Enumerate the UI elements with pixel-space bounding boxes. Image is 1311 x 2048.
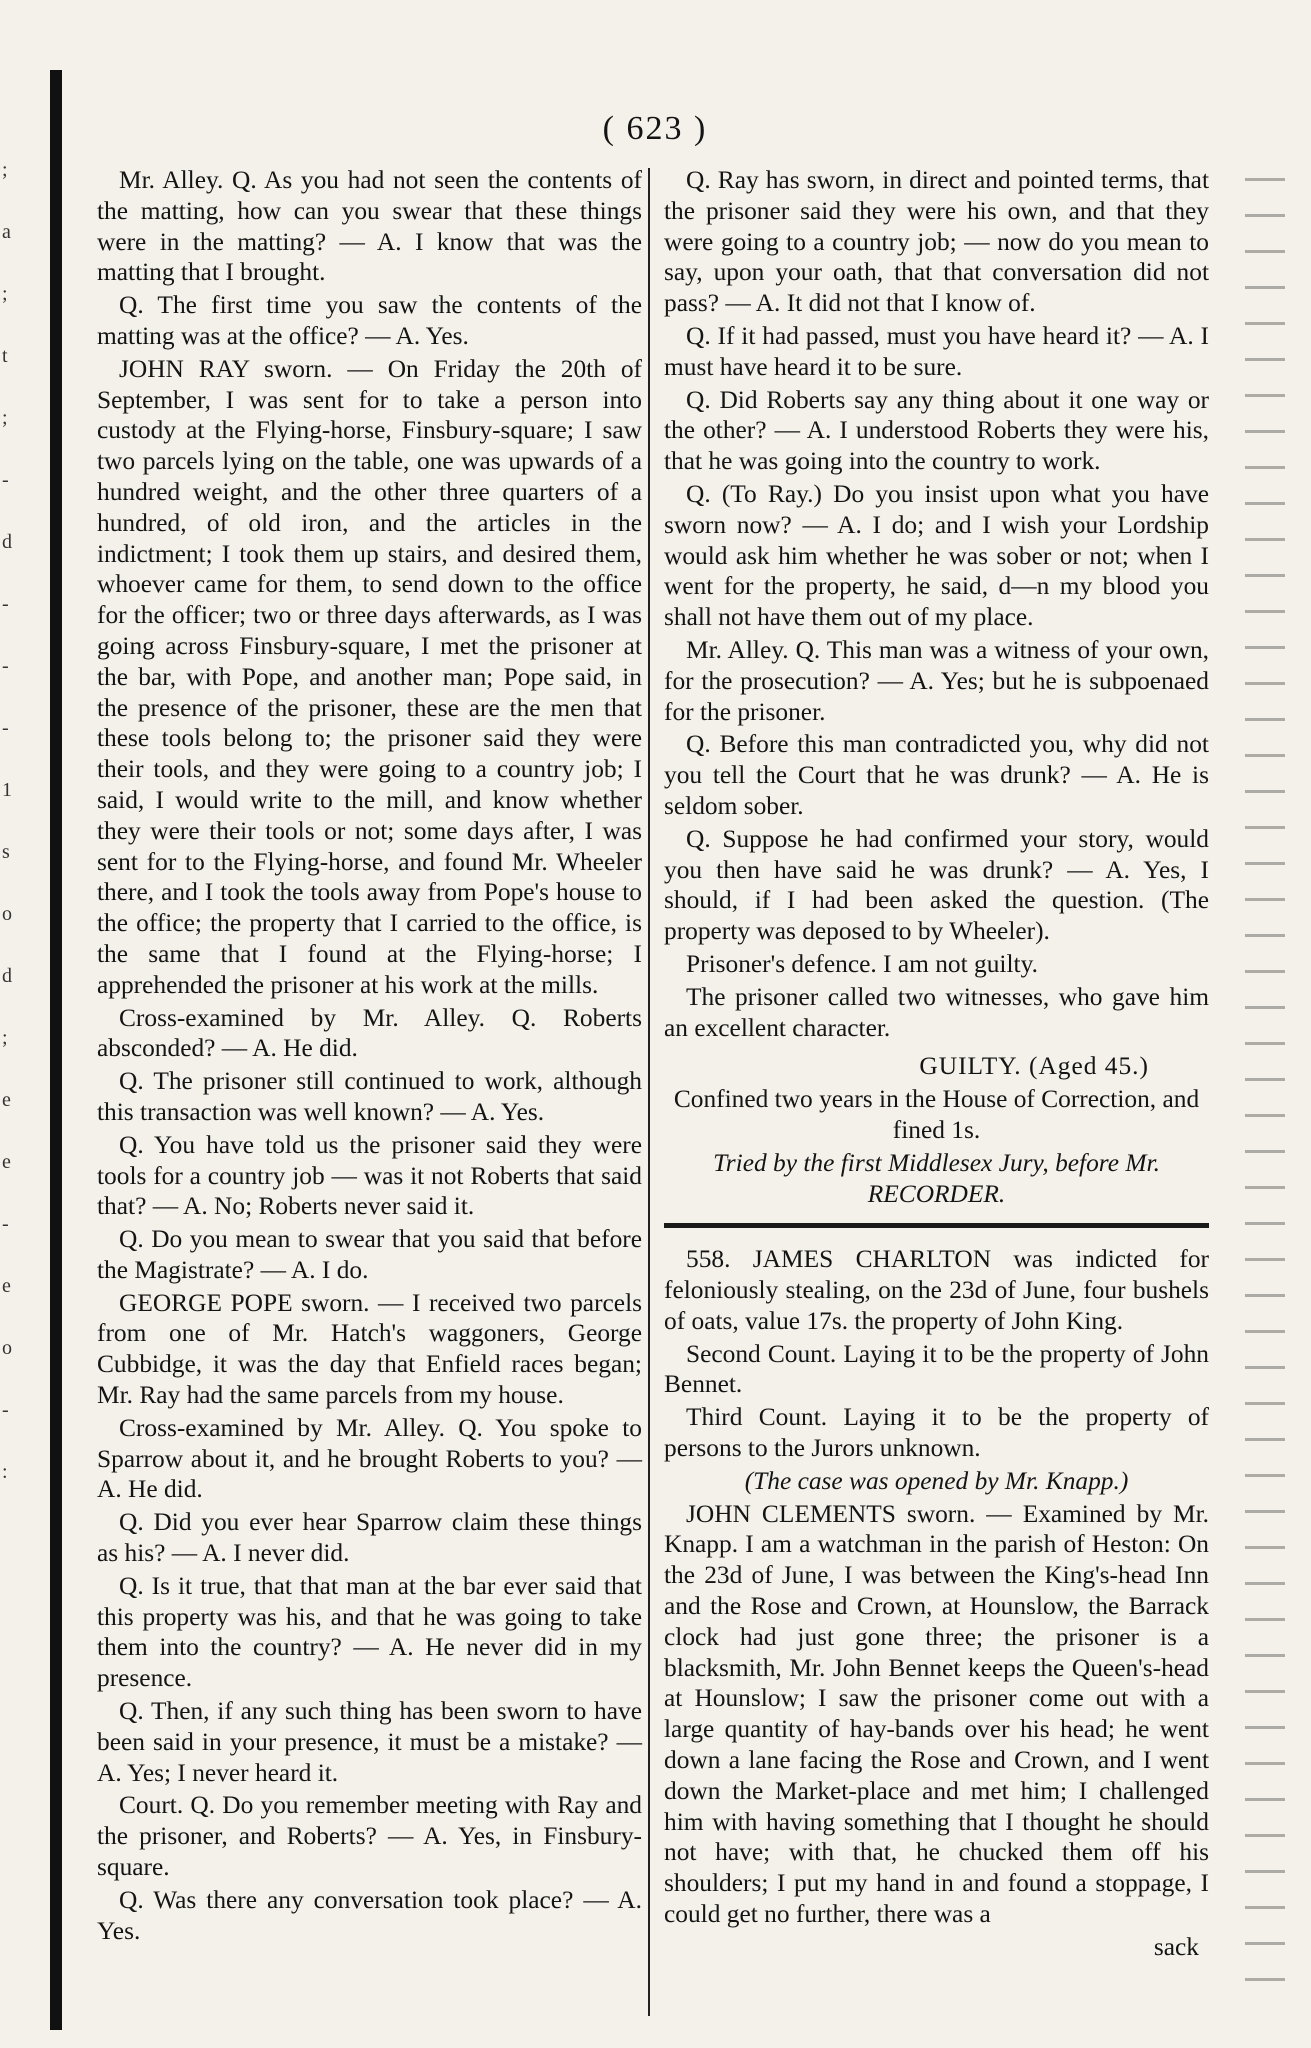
- paragraph: (The case was opened by Mr. Knapp.): [744, 1466, 1129, 1495]
- margin-mark: e: [2, 1275, 11, 1297]
- margin-mark: -: [2, 593, 9, 615]
- paragraph: Mr. Alley. Q. As you had not seen the contents of the matting, how can you swear that these things were in the matting? — A. I know that was the matting that I brought.: [97, 166, 642, 287]
- right-column: [664, 165, 1209, 1965]
- binding-edge: [50, 70, 62, 2030]
- paragraph: Q. Before this man contradicted you, why did not you tell the Court that he was drunk? — A. He is seldom sober.: [664, 730, 1209, 820]
- margin-mark: o: [2, 1337, 12, 1359]
- paragraph: JOHN CLEMENTS sworn. — Examined by Mr. Knapp. I am a watchman in the parish of Heston: On the 23d of June, I was between the King's-head Inn and the Rose and Crown, at Hounslow, the Barrack clock had just gone three; the prisoner is a blacksmith, Mr. John Bennet keeps the Queen's-head at Hounslow; I saw the prisoner come out with a large quantity of hay-bands over his head; he went down a lane facing the Rose and Crown, and I went down the Market-place and met him; I challenged him with having something that I thought he should not have; with that, he chucked them off his shoulders; I put my hand in and found a stoppage, I could get no further, there was a: [664, 1499, 1209, 1929]
- margin-mark: -: [2, 717, 9, 739]
- paragraph: Q. If it had passed, must you have heard it? — A. I must have heard it to be sure.: [664, 321, 1209, 381]
- margin-mark: t: [2, 345, 8, 367]
- paragraph: Court. Q. Do you remember meeting with Ray and the prisoner, and Roberts? — A. Yes, in Finsbury-square.: [97, 1791, 642, 1882]
- catchword: sack: [1153, 1932, 1199, 1961]
- margin-mark: d: [2, 531, 12, 553]
- paragraph: Q. Was there any conversation took place? — A. Yes.: [97, 1885, 642, 1945]
- paragraph: Q. Then, if any such thing has been sworn to have been said in your presence, it must be a mistake? — A. Yes; I never heard it.: [97, 1697, 642, 1787]
- tried-by: Tried by the first Middlesex Jury, before Mr. RECORDER.: [713, 1148, 1160, 1208]
- margin-mark: -: [2, 655, 9, 677]
- margin-mark: e: [2, 1089, 11, 1111]
- paragraph: Q. The prisoner still continued to work, although this transaction was well known? — A. Yes.: [97, 1067, 642, 1126]
- paragraph: Second Count. Laying it to be the property of John Bennet.: [664, 1339, 1209, 1399]
- paragraph: JOHN RAY sworn. — On Friday the 20th of September, I was sent for to take a person into custody at the Flying-horse, Finsbury-square; I saw two parcels lying on the table, one was upwards of a hundred weight, and the other three quarters of a hundred, of old iron, and the articles in the indictment; I took them up stairs, and desired them, whoever came for them, to send down to the office for the officer; two or three days afterwards, as I was going across Finsbury-square, I met the prisoner at the bar, with Pope, and another man; Pope said, in the presence of the prisoner, these are the men that these tools belong to; the prisoner said they were their tools, and they were going to a country job; I said, I would write to the mill, and know whether they were their tools or not; some days after, I was sent for to the Flying-horse, and found Mr. Wheeler there, and I took the tools away from Pope's house to the office; the property that I carried to the office, is the same that I found at the Flying-horse; I apprehended the prisoner at his work at the mills.: [97, 354, 642, 999]
- margin-mark: -: [2, 1399, 9, 1421]
- paragraph: Q. (To Ray.) Do you insist upon what you have sworn now? — A. I do; and I wish your Lordship would ask him whether he was sober or not; when I went for the property, he said, d—n my blood you shall not have them out of my place.: [664, 479, 1209, 632]
- margin-mark: -: [2, 469, 9, 491]
- margin-mark: d: [2, 965, 12, 987]
- paragraph: Q. Is it true, that that man at the bar ever said that this property was his, and that he was going to take them into the country? — A. He never did in my presence.: [97, 1571, 642, 1693]
- margin-mark: ;: [2, 407, 8, 429]
- right-edge-noise: [1245, 160, 1285, 2000]
- paragraph: The prisoner called two witnesses, who gave him an excellent character.: [664, 982, 1209, 1042]
- margin-mark: e: [2, 1151, 11, 1173]
- paragraph: Q. Suppose he had confirmed your story, would you then have said he was drunk? — A. Yes, I should, if I had been asked the question. (The property was deposed to by Wheeler).: [664, 824, 1209, 946]
- page-number: ( 623 ): [602, 110, 708, 147]
- paragraph: Prisoner's defence. I am not guilty.: [686, 949, 1038, 978]
- sentence: Confined two years in the House of Correction, and fined 1s.: [673, 1085, 1200, 1144]
- paragraph: Cross-examined by Mr. Alley. Q. You spoke to Sparrow about it, and he brought Roberts to you? — A. He did.: [97, 1413, 642, 1504]
- left-column: [97, 165, 642, 1948]
- paragraph: 558. JAMES CHARLTON was indicted for feloniously stealing, on the 23d of June, four bushels of oats, value 17s. the property of John King.: [664, 1245, 1209, 1335]
- margin-mark: o: [2, 903, 12, 925]
- margin-mark: :: [2, 1461, 8, 1483]
- verdict: GUILTY. (Aged 45.): [919, 1052, 1149, 1081]
- paragraph: Mr. Alley. Q. This man was a witness of your own, for the prosecution? — A. Yes; but he is subpoenaed for the prisoner.: [664, 635, 1209, 726]
- paragraph: GEORGE POPE sworn. — I received two parcels from one of Mr. Hatch's waggoners, George Cubbidge, it was the day that Enfield races began; Mr. Ray had the same parcels from my house.: [97, 1288, 642, 1410]
- column-divider: [648, 168, 650, 2016]
- paragraph: Q. Did you ever hear Sparrow claim these things as his? — A. I never did.: [97, 1508, 642, 1568]
- paragraph: Q. Ray has sworn, in direct and pointed terms, that the prisoner said they were his own, and that they were going to a country job; — now do you mean to say, upon your oath, that that conversation did not pass? — A. It did not that I know of.: [664, 166, 1209, 318]
- left-margin-marks: [2, 160, 32, 1524]
- paragraph: Third Count. Laying it to be the property of persons to the Jurors unknown.: [664, 1403, 1209, 1463]
- margin-mark: s: [2, 841, 10, 863]
- margin-mark: -: [2, 1213, 9, 1235]
- margin-mark: a: [2, 221, 11, 243]
- paragraph: Q. Did Roberts say any thing about it one way or the other? — A. I understood Roberts they were his, that he was going into the country to work.: [664, 385, 1209, 476]
- paragraph: Q. Do you mean to swear that you said that before the Magistrate? — A. I do.: [97, 1225, 642, 1284]
- paragraph: Q. You have told us the prisoner said they were tools for a country job — was it not Roberts that said that? — A. No; Roberts never said it.: [97, 1130, 642, 1221]
- margin-mark: ;: [2, 1027, 8, 1049]
- margin-mark: ;: [2, 283, 8, 305]
- paragraph: Cross-examined by Mr. Alley. Q. Roberts absconded? — A. He did.: [97, 1003, 642, 1063]
- margin-mark: ;: [2, 159, 8, 181]
- paragraph: Q. The first time you saw the contents of the matting was at the office? — A. Yes.: [97, 291, 642, 350]
- section-rule: [664, 1223, 1209, 1228]
- margin-mark: 1: [2, 779, 12, 801]
